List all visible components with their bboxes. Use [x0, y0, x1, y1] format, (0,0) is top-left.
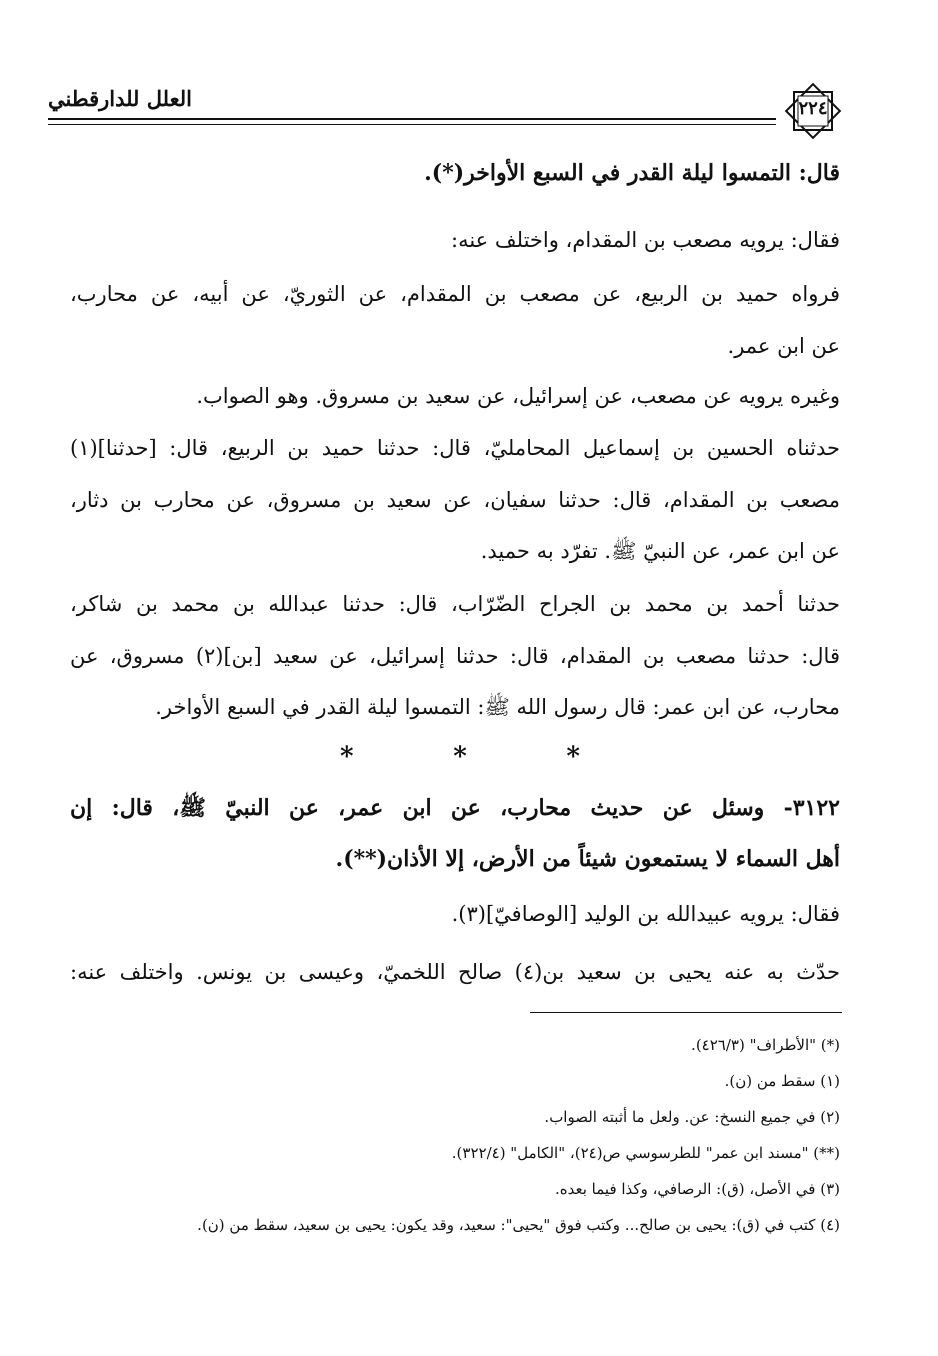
header-rule: [48, 118, 776, 125]
body-line: محارب، عن ابن عمر: قال رسول الله ﷺ: التمسوا ليلة القدر في السبع الأواخر.: [155, 695, 840, 719]
footnote: (٣) في الأصل، (ق): الرصافي، وكذا فيما بعده.: [555, 1180, 840, 1198]
body-line: وغيره يرويه عن مصعب، عن إسرائيل، عن سعيد بن مسروق. وهو الصواب.: [196, 384, 840, 408]
page-number: ٢٢٤: [798, 98, 828, 119]
body-line: عن ابن عمر.: [727, 334, 840, 358]
separator-star: *: [566, 742, 580, 772]
page-number-badge: [782, 80, 844, 142]
question-line: ٣١٢٢- وسئل عن حديث محارب، عن ابن عمر، عن النبيّ ﷺ، قال: إن: [70, 795, 840, 821]
body-line: حدثناه الحسين بن إسماعيل المحامليّ، قال: حدثنا حميد بن الربيع، قال: [حدثنا](١): [70, 436, 840, 460]
footnote: (*) "الأطراف" (٤٢٦/٣).: [691, 1036, 840, 1054]
answer-line: حدّث به عنه يحيى بن سعيد بن(٤) صالح اللخميّ، وعيسى بن يونس. واختلف عنه:: [70, 960, 840, 984]
body-line: مصعب بن المقدام، قال: حدثنا سفيان، عن سعيد بن مسروق، عن محارب بن دثار،: [70, 488, 840, 512]
separator-star: *: [453, 742, 467, 772]
body-line: عن ابن عمر، عن النبيّ ﷺ. تفرّد به حميد.: [480, 539, 840, 563]
answer-line: فقال: يرويه عبيدالله بن الوليد [الوصافيّ](٣).: [451, 902, 840, 926]
body-line: حدثنا أحمد بن محمد بن الجراح الضّرّاب، قال: حدثنا عبدالله بن محمد بن شاكر،: [70, 592, 840, 616]
footnote: (٤) كتب في (ق): يحيى بن صالح... وكتب فوق "يحيى": سعيد، وقد يكون: يحيى بن سعيد، سقط من (ن).: [197, 1216, 840, 1234]
body-line: قال: حدثنا مصعب بن المقدام، قال: حدثنا إسرائيل، عن سعيد [بن](٢) مسروق، عن: [70, 644, 840, 668]
question-line: أهل السماء لا يستمعون شيئاً من الأرض، إلا الأذان(**).: [335, 846, 840, 872]
footnote: (١) سقط من (ن).: [724, 1072, 840, 1090]
separator-star: *: [340, 742, 354, 772]
body-line: فقال: يرويه مصعب بن المقدام، واختلف عنه:: [451, 228, 840, 252]
running-title: العلل للدارقطني: [48, 86, 192, 111]
footnote-rule: [530, 1012, 842, 1013]
footnote: (٢) في جميع النسخ: عن. ولعل ما أثبته الصواب.: [544, 1108, 840, 1126]
body-line: قال: التمسوا ليلة القدر في السبع الأواخر(*).: [424, 160, 840, 186]
body-line: فرواه حميد بن الربيع، عن مصعب بن المقدام، عن الثوريّ، عن أبيه، عن محارب،: [70, 282, 840, 306]
footnote: (**) "مسند ابن عمر" للطرسوسي ص(٢٤)، "الكامل" (٣٢٢/٤).: [451, 1144, 840, 1162]
section-separator: [340, 742, 580, 772]
